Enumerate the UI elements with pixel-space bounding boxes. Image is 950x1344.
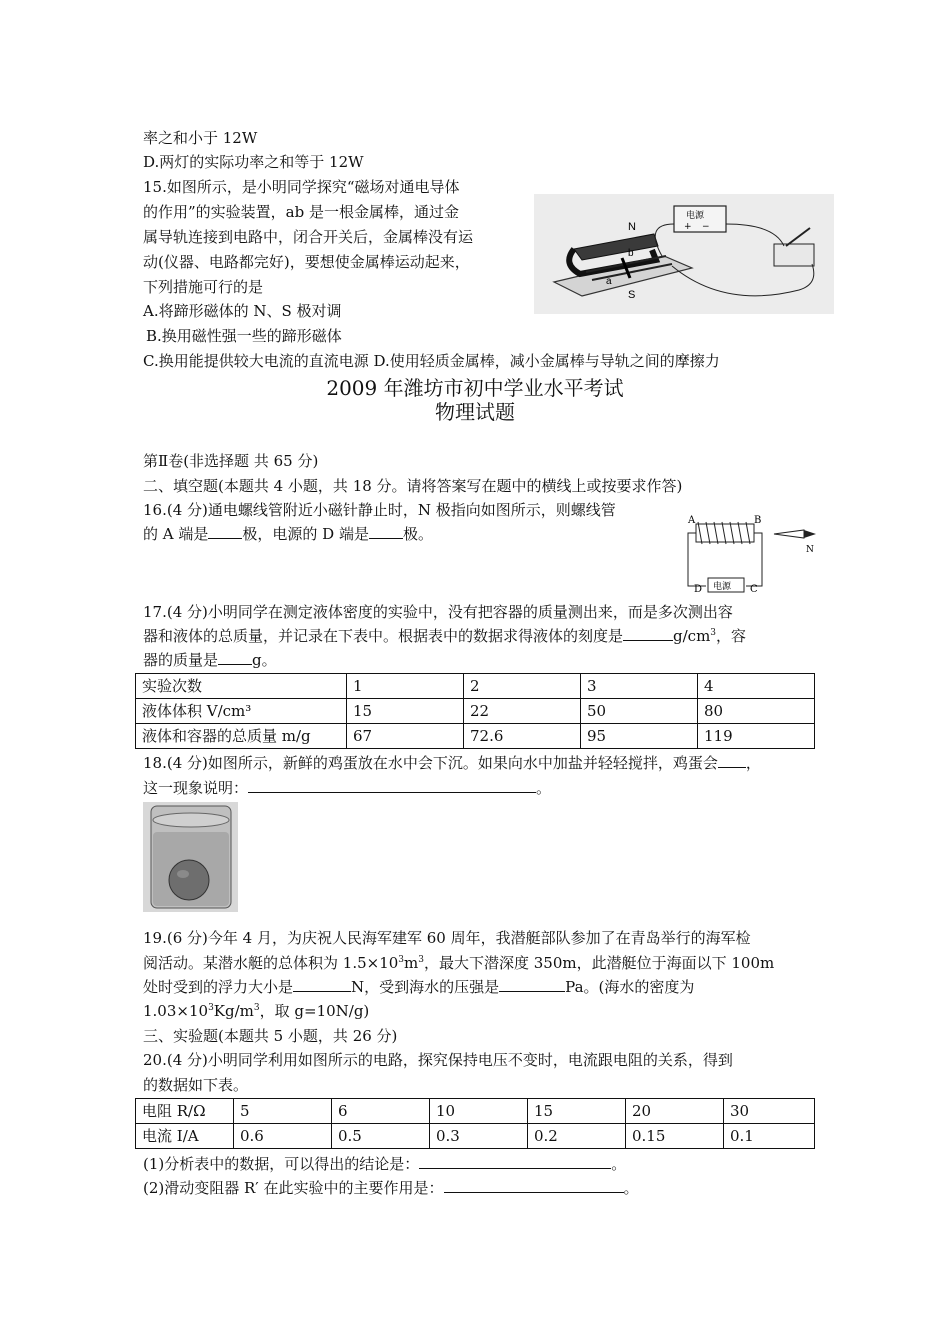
q19-line: $1.03\times 10^3Kg/m^3$，取 g=10N/g): [143, 1002, 370, 1020]
prev-question-option-d: D.两灯的实际功率之和等于 12W: [143, 153, 364, 171]
rod-end-a-label: a: [606, 276, 612, 287]
answer-blank[interactable]: [208, 523, 242, 539]
exam-title: 2009 年潍坊市初中学业水平考试: [326, 376, 624, 400]
q19-line: 处时受到的浮力大小是 N，受到海水的压强是 Pa。(海水的密度为: [143, 978, 695, 996]
answer-blank[interactable]: [248, 777, 536, 793]
compass-needle-n: [804, 530, 816, 538]
q15-text-line: 的作用”的实验装置，ab 是一根金属棒，通过金: [143, 203, 459, 221]
south-pole-label: S: [628, 289, 636, 301]
q19-line: 阅活动。某潜水艇的总体积为 $1.5\times 10^3m^3$，最大下潜深度 350m，此潜艇位于海面以下 100m: [143, 954, 775, 972]
answer-blank[interactable]: [499, 976, 565, 992]
magnet-rail-circuit-diagram: [534, 194, 834, 314]
terminal-b-label: B: [754, 515, 762, 526]
needle-n-label: N: [806, 545, 814, 555]
table-row: 液体和容器的总质量 m/g 67 72.6 95 119: [136, 724, 815, 749]
q15-option-cd: C.换用能提供较大电流的直流电源 D.使用轻质金属棒，减小金属棒与导轨之间的摩擦力: [143, 352, 720, 370]
answer-blank[interactable]: [293, 976, 351, 992]
rod-end-b-label: b: [628, 248, 634, 259]
table-row: 电流 I/A 0.6 0.5 0.3 0.2 0.15 0.1: [136, 1124, 815, 1149]
q15-text-line: 下列措施可行的是: [143, 278, 264, 296]
q18-figure: [143, 802, 238, 912]
table-row: 电阻 R/Ω 5 6 10 15 20 30: [136, 1099, 815, 1124]
q18-line: 18.(4 分)如图所示，新鲜的鸡蛋放在水中会下沉。如果向水中加盐并轻轻搅拌，鸡蛋会 ，: [143, 754, 761, 772]
q15-option-a: A.将蹄形磁体的 N、S 极对调: [143, 302, 342, 320]
q16-line: 16.(4 分)通电螺线管附近小磁针静止时，N 极指向如图所示，则螺线管: [143, 501, 616, 519]
power-supply-label: 电源: [686, 211, 705, 221]
q15-text-line: 动(仪器、电路都完好)，要想使金属棒运动起来，: [143, 253, 470, 271]
exam-subtitle: 物理试题: [435, 400, 515, 424]
q20-sub1: (1)分析表中的数据，可以得出的结论是： 。: [143, 1155, 627, 1173]
q20-line: 20.(4 分)小明同学利用如图所示的电路，探究保持电压不变时，电流跟电阻的关系，得到: [143, 1051, 733, 1069]
table-row: 液体体积 V/cm³ 15 22 50 80: [136, 699, 815, 724]
answer-blank[interactable]: [419, 1153, 611, 1169]
q16-figure: [684, 510, 820, 596]
answer-blank[interactable]: [444, 1177, 624, 1193]
section2-header: 二、填空题(本题共 4 小题，共 18 分。请将答案写在题中的横线上或按要求作答): [143, 477, 683, 495]
q19-line: 19.(6 分)今年 4 月，为庆祝人民海军建军 60 周年，我潜艇部队参加了在青岛举行的海军检: [143, 929, 751, 947]
q20-sub2: (2)滑动变阻器 R′ 在此实验中的主要作用是： 。: [143, 1179, 639, 1197]
q17-line: 器和液体的总质量，并记录在下表中。根据表中的数据求得液体的刻度是 $g/cm^3$，容: [143, 627, 747, 645]
answer-blank[interactable]: [369, 523, 403, 539]
terminal-d-label: D: [694, 584, 703, 595]
terminal-a-label: A: [688, 515, 696, 526]
answer-blank[interactable]: [218, 649, 252, 665]
q18-line: 这一现象说明： 。: [143, 779, 552, 797]
q17-data-table: [135, 673, 815, 749]
q15-text-line: 15.如图所示，是小明同学探究“磁场对通电导体: [143, 178, 460, 196]
north-pole-label: N: [628, 221, 636, 233]
q16-line: 的 A 端是 极，电源的 D 端是 极。: [143, 525, 433, 543]
q17-line: 器的质量是 g。: [143, 651, 277, 669]
part3-header: 三、实验题(本题共 5 小题，共 26 分): [143, 1027, 398, 1045]
power-supply-label: 电源: [713, 582, 732, 592]
q15-text-line: 属导轨连接到电路中，闭合开关后，金属棒没有运: [143, 228, 474, 246]
q17-line: 17.(4 分)小明同学在测定液体密度的实验中，没有把容器的质量测出来，而是多次测出容: [143, 603, 733, 621]
prev-question-line: 率之和小于 12W: [143, 129, 258, 147]
answer-blank[interactable]: [623, 625, 673, 641]
solenoid-diagram: [684, 510, 820, 596]
compass-needle-s: [774, 530, 804, 538]
q15-option-b: B.换用磁性强一些的蹄形磁体: [146, 327, 342, 345]
terminal-c-label: C: [750, 584, 758, 595]
answer-blank[interactable]: [718, 752, 746, 768]
svg-text:−: −: [702, 222, 710, 232]
q15-figure: [534, 194, 834, 314]
table-row: 实验次数 1 2 3 4: [136, 674, 815, 699]
part2-header: 第Ⅱ卷(非选择题 共 65 分): [143, 452, 319, 470]
q20-data-table: [135, 1098, 815, 1149]
svg-text:+: +: [684, 222, 692, 232]
egg-in-beaker-image: [143, 802, 238, 912]
q20-line: 的数据如下表。: [143, 1076, 249, 1094]
